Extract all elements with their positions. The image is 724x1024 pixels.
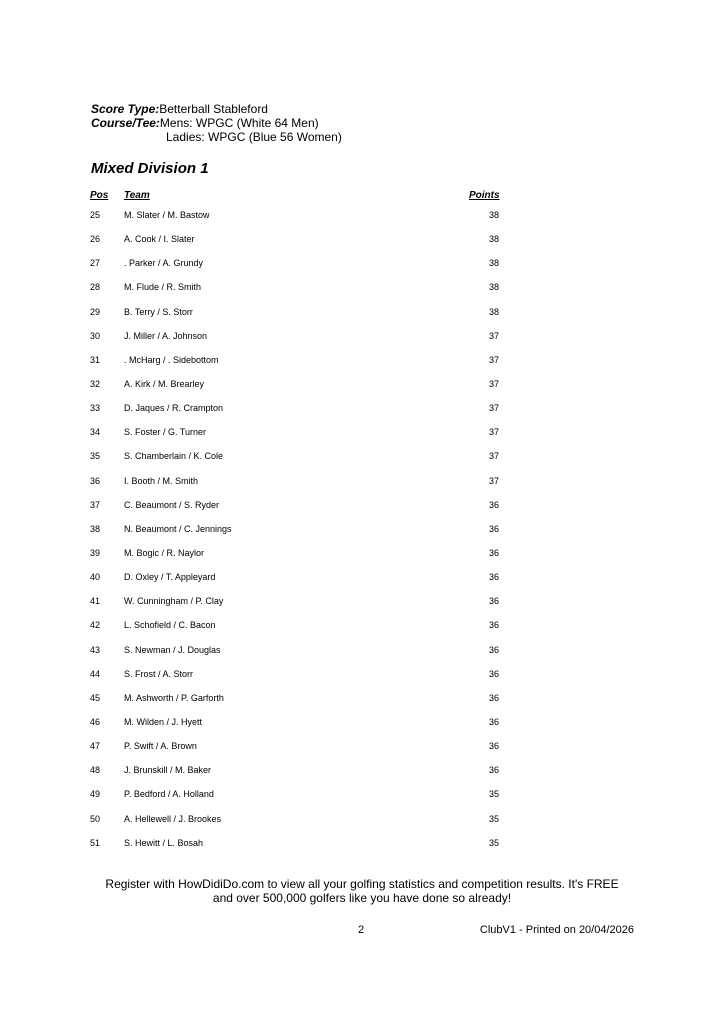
row-team: P. Bedford / A. Holland: [124, 789, 214, 800]
row-position: 41: [90, 596, 101, 607]
table-row: [0, 717, 724, 741]
table-row: [0, 669, 724, 693]
row-team: M. Wilden / J. Hyett: [124, 716, 203, 727]
row-points: 37: [488, 427, 499, 438]
row-position: 34: [90, 427, 101, 438]
row-position: 45: [90, 692, 101, 703]
row-position: 36: [90, 475, 101, 486]
row-position: 39: [90, 547, 101, 558]
row-team: S. Hewitt / L. Bosah: [124, 837, 204, 848]
row-team: C. Beaumont / S. Ryder: [124, 499, 220, 510]
row-position: 50: [90, 813, 101, 824]
row-team: S. Frost / A. Storr: [124, 668, 194, 679]
table-row: [0, 645, 724, 669]
row-position: 42: [90, 620, 101, 631]
table-row: [0, 282, 724, 306]
row-position: 31: [90, 354, 101, 365]
table-row: [0, 596, 724, 620]
column-header-points: Points: [469, 190, 500, 201]
row-team: . McHarg / . Sidebottom: [124, 354, 219, 365]
row-team: D. Oxley / T. Appleyard: [124, 572, 216, 583]
row-points: 36: [488, 572, 499, 583]
table-row: [0, 765, 724, 789]
row-points: 37: [488, 451, 499, 462]
row-points: 37: [488, 403, 499, 414]
row-points: 36: [488, 523, 499, 534]
row-team: S. Chamberlain / K. Cole: [124, 451, 224, 462]
row-team: A. Kirk / M. Brearley: [124, 378, 205, 389]
table-row: [0, 355, 724, 379]
row-points: 38: [488, 282, 499, 293]
score-type-value: Betterball Stableford: [159, 102, 268, 116]
table-row: [0, 838, 724, 862]
row-points: 36: [488, 644, 499, 655]
table-row: [0, 258, 724, 282]
table-row: [0, 307, 724, 331]
column-header-team: Team: [124, 190, 150, 201]
row-points: 35: [488, 837, 499, 848]
course-tee-ladies: Ladies: WPGC (Blue 56 Women): [166, 130, 342, 144]
row-position: 32: [90, 378, 101, 389]
row-points: 36: [488, 499, 499, 510]
table-row: [0, 476, 724, 500]
row-team: A. Cook / I. Slater: [124, 234, 195, 245]
row-position: 27: [90, 258, 101, 269]
row-team: J. Brunskill / M. Baker: [124, 765, 212, 776]
row-points: 38: [488, 306, 499, 317]
division-title: Mixed Division 1: [91, 160, 209, 177]
promo-line-1: Register with HowDidiDo.com to view all your golfing statistics and competition results. It's FREE: [105, 877, 619, 891]
row-points: 36: [488, 668, 499, 679]
table-row: [0, 427, 724, 451]
row-position: 49: [90, 789, 101, 800]
row-points: 37: [488, 330, 499, 341]
row-position: 25: [90, 210, 101, 220]
row-team: M. Bogic / R. Naylor: [124, 547, 205, 558]
row-position: 28: [90, 282, 101, 293]
row-points: 36: [488, 547, 499, 558]
table-row: [0, 451, 724, 475]
row-team: D. Jaques / R. Crampton: [124, 403, 224, 414]
row-points: 35: [488, 813, 499, 824]
table-header: [0, 190, 724, 204]
table-row: [0, 620, 724, 644]
row-team: I. Booth / M. Smith: [124, 475, 199, 486]
row-position: 51: [90, 837, 101, 848]
row-points: 38: [488, 210, 499, 220]
row-position: 33: [90, 403, 101, 414]
row-team: M. Slater / M. Bastow: [124, 210, 210, 220]
score-meta: [91, 102, 342, 144]
table-row: [0, 210, 724, 234]
row-position: 29: [90, 306, 101, 317]
row-team: N. Beaumont / C. Jennings: [124, 523, 232, 534]
course-tee-mens: Mens: WPGC (White 64 Men): [159, 116, 319, 130]
row-position: 37: [90, 499, 101, 510]
table-row: [0, 789, 724, 813]
row-points: 36: [488, 620, 499, 631]
row-points: 37: [488, 354, 499, 365]
row-position: 26: [90, 234, 101, 245]
row-team: L. Schofield / C. Bacon: [124, 620, 216, 631]
row-points: 38: [488, 234, 499, 245]
page-number: 2: [358, 924, 365, 936]
row-position: 40: [90, 572, 101, 583]
row-position: 47: [90, 741, 101, 752]
row-points: 36: [488, 692, 499, 703]
row-team: M. Ashworth / P. Garforth: [124, 692, 224, 703]
row-team: J. Miller / A. Johnson: [124, 330, 208, 341]
course-tee-ladies-line: [91, 130, 342, 144]
course-tee-line: [91, 116, 342, 130]
row-position: 35: [90, 451, 101, 462]
row-team: W. Cunningham / P. Clay: [124, 596, 224, 607]
printed-info: ClubV1 - Printed on 20/04/2026: [479, 924, 634, 936]
row-team: B. Terry / S. Storr: [124, 306, 193, 317]
column-header-pos: Pos: [90, 190, 109, 201]
table-row: [0, 234, 724, 258]
table-row: [0, 741, 724, 765]
row-points: 38: [488, 258, 499, 269]
table-row: [0, 572, 724, 596]
row-team: P. Swift / A. Brown: [124, 741, 197, 752]
row-team: A. Hellewell / J. Brookes: [124, 813, 222, 824]
row-points: 36: [488, 596, 499, 607]
table-row: [0, 814, 724, 838]
row-points: 35: [488, 789, 499, 800]
row-points: 36: [488, 741, 499, 752]
table-row: [0, 379, 724, 403]
row-team: M. Flude / R. Smith: [124, 282, 202, 293]
score-type-line: [91, 102, 342, 116]
row-points: 36: [488, 765, 499, 776]
table-row: [0, 693, 724, 717]
table-row: [0, 548, 724, 572]
table-row: [0, 524, 724, 548]
row-position: 38: [90, 523, 101, 534]
table-row: [0, 403, 724, 427]
row-team: S. Foster / G. Turner: [124, 427, 207, 438]
row-position: 48: [90, 765, 101, 776]
row-team: . Parker / A. Grundy: [124, 258, 204, 269]
promo-line-2: and over 500,000 golfers like you have done so already!: [212, 891, 512, 905]
promo-message: [0, 877, 724, 905]
row-points: 36: [488, 716, 499, 727]
row-position: 44: [90, 668, 101, 679]
table-row: [0, 500, 724, 524]
score-type-label: Score Type:: [91, 102, 160, 116]
row-position: 46: [90, 716, 101, 727]
results-table: [0, 210, 724, 862]
table-row: [0, 331, 724, 355]
row-position: 30: [90, 330, 101, 341]
row-position: 43: [90, 644, 101, 655]
row-team: S. Newman / J. Douglas: [124, 644, 221, 655]
course-tee-label: Course/Tee:: [91, 116, 160, 130]
row-points: 37: [488, 378, 499, 389]
row-points: 37: [488, 475, 499, 486]
